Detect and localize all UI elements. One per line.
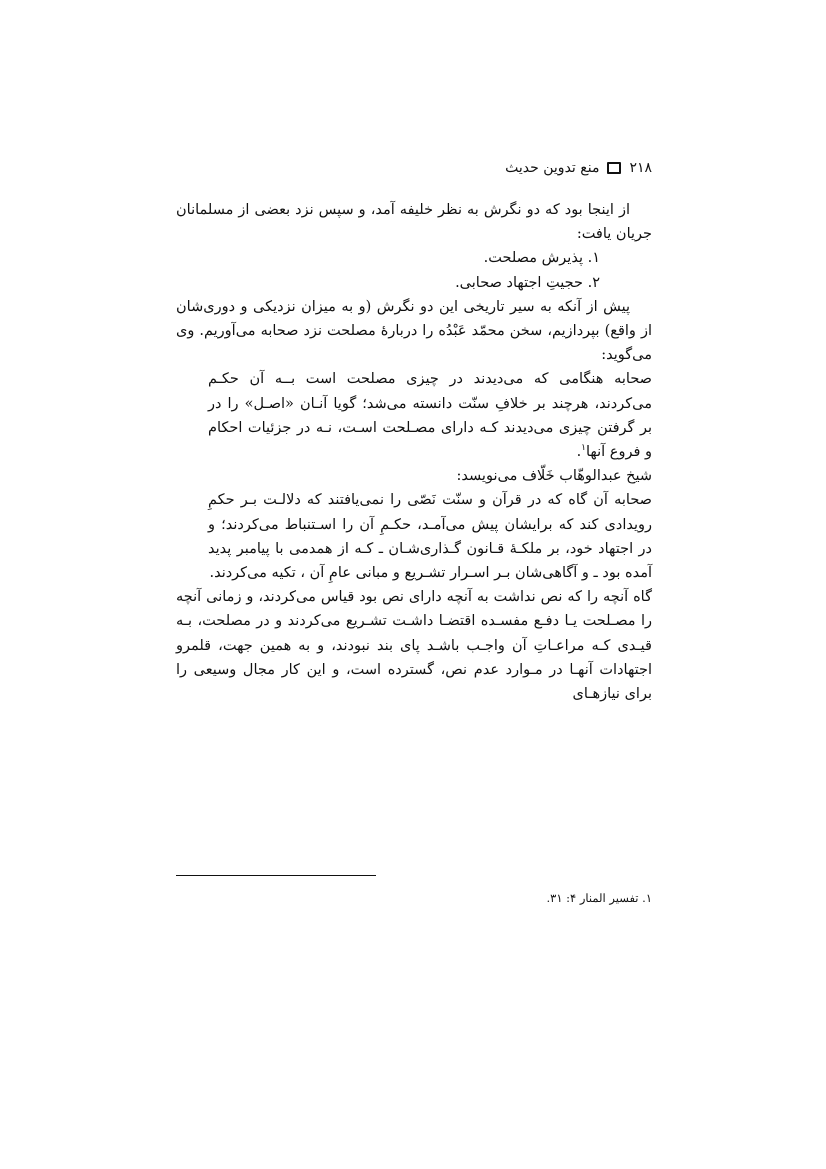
abduh-quote-end: .: [576, 444, 582, 461]
book-title: منع تدوین حدیث: [505, 160, 600, 176]
abduh-quote-text: [208, 367, 652, 464]
footnote-divider: [176, 875, 376, 876]
list-item-2: ۲. حجیتِ اجتهاد صحابی.: [455, 274, 600, 291]
book-page: [176, 0, 652, 1169]
running-head: [505, 159, 652, 177]
khallaf-quote-part-2: گاه آنچه را که نص نداشت به آنچه دارای نص بود قیاس می‌کردند، و زمانی آنچه را مصـلحت یـا دفـع مفسـده اقتضـا داشـت تشـریع می‌کردند و در مصلحت، بـه قیـدی کـه مراعـاتِ آن واجـب باشـد پای بند نبودند، و به همین جهت، قلمرو اجتهادات آنهـا در مـوارد عدم نص، گسترده است، و این کار مجال وسیعی را برای نیازهـای: [176, 589, 652, 703]
page-number: ۲۱۸: [629, 160, 652, 176]
footnote-mark: ۱: [581, 443, 587, 454]
intro-paragraph: از اینجا بود که دو نگرش به نظر خلیفه آمد، و سپس نزد بعضی از مسلمانان جریان یافت:: [176, 202, 652, 243]
footnote: ۱. تفسیر المنار ۴: ۳۱.: [546, 891, 652, 905]
abduh-quote: [176, 367, 652, 464]
khallaf-intro: شیخ عبدالوهّاب خَلّاف می‌نویسد:: [456, 468, 652, 485]
khallaf-quote: [176, 488, 652, 585]
body-text: [176, 198, 652, 706]
square-ornament-icon: [607, 162, 621, 174]
abduh-intro-paragraph: پیش از آنکه به سیر تاریخی این دو نگرش (و به میزان نزدیکی و دوری‌شان از واقع) بپردازیم، سخن محمّد عَبْدُه را دربارهٔ مصلحت نزد صحابه می‌آوریم. وی می‌گوید:: [176, 298, 652, 364]
list-item-1: ۱. پذیرش مصلحت.: [483, 250, 600, 267]
abduh-quote-body: صحابه هنگامی که می‌دیدند در چیزی مصلحت است بــه آن حکـم می‌کردند، هرچند بر خلافِ سنّت دانسته می‌شد؛ گویا آنـان «اصـل» را در بر گرفتن چیزی می‌دیدند کـه دارای مصـلحت اسـت، نـه در جزئیات احکام و فروع آنها: [208, 371, 652, 461]
khallaf-quote-part-1: صحابه آن گاه که در قرآن و سنّت نَصّی را نمی‌یافتند که دلالـت بـر حکمِ رویدادی کند که برایشان پیش می‌آمـد، حکـمِ آن را اسـتنباط می‌کردند؛ و در اجتهاد خود، بر ملکـهٔ قـانون گـذاری‌شـان ـ کـه از همدمی با پیامبر پدید آمده بود ـ و آگاهی‌شان بـر اسـرار تشـریع و مبانی عامِ آن ، تکیه می‌کردند.: [208, 492, 652, 582]
